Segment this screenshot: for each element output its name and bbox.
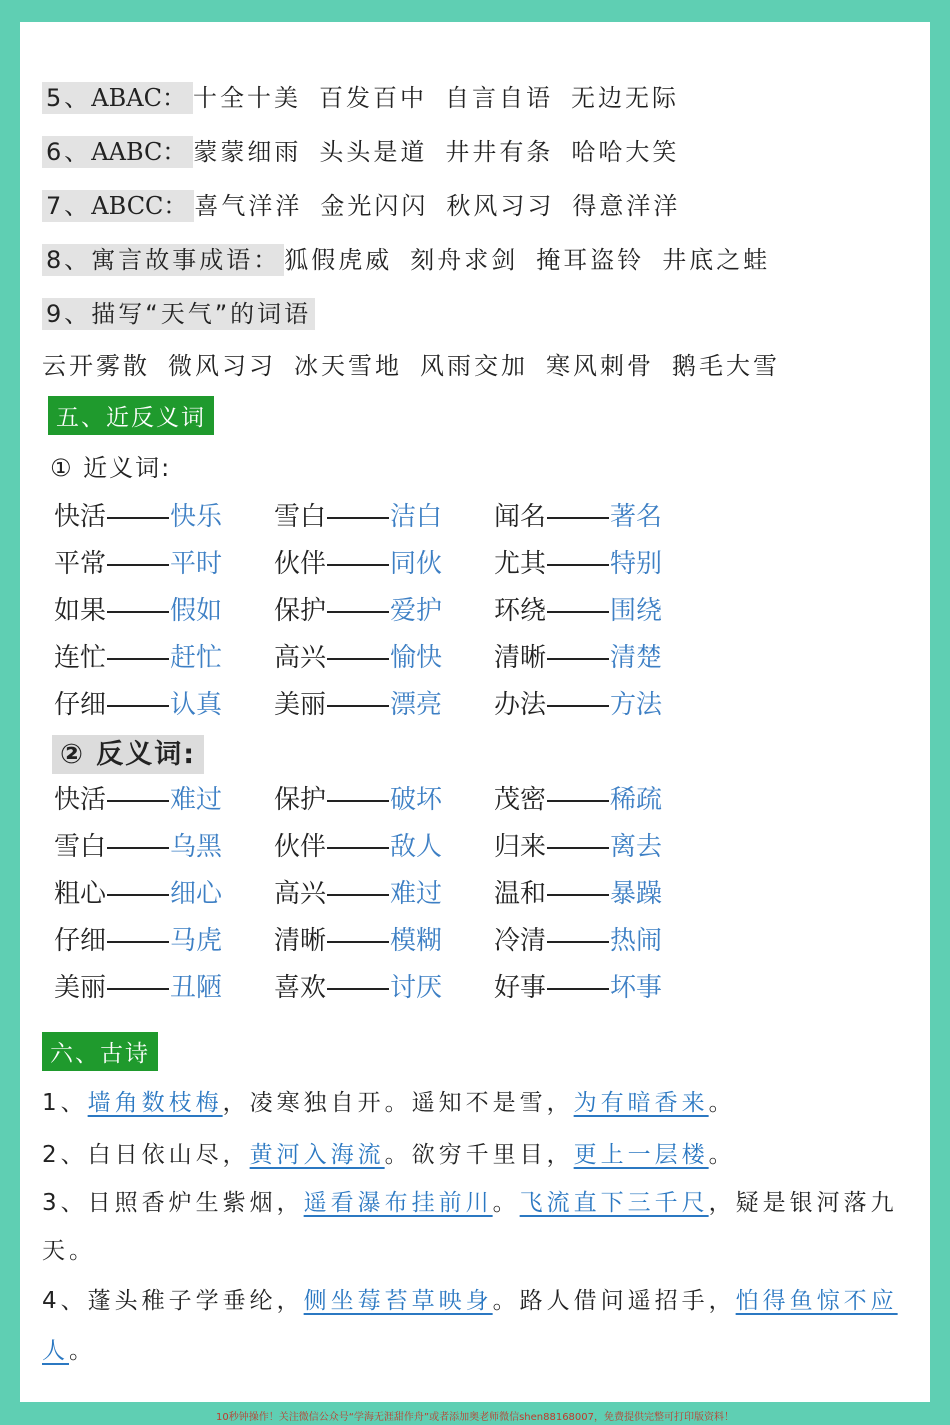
idiom-label: 5、ABAC： — [42, 82, 193, 114]
answer-word: 难过 — [170, 785, 223, 815]
synonym-pair — [274, 590, 442, 627]
answer-word: 马虎 — [170, 926, 223, 956]
poem-4-cont: 人。 — [42, 1338, 96, 1364]
dash — [547, 658, 609, 660]
answer-word: 破坏 — [390, 785, 443, 815]
weather-item: 寒风刺骨 — [546, 352, 654, 380]
antonym-pair — [54, 779, 222, 816]
word: 办法 — [494, 690, 547, 720]
answer-word: 坏事 — [610, 973, 663, 1003]
answer-word: 愉快 — [390, 643, 443, 673]
dash — [547, 611, 609, 613]
poem-3-cont: 天。 — [42, 1238, 96, 1264]
answer-word: 爱护 — [390, 596, 443, 626]
antonym-pair — [494, 873, 662, 910]
dash — [327, 847, 389, 849]
poem-1: 1、墙角数枝梅，凌寒独自开。遥知不是雪，为有暗香来。 — [42, 1090, 736, 1116]
dash — [107, 517, 169, 519]
idiom-item: 无边无际 — [570, 84, 679, 112]
answer-word: 稀疏 — [610, 785, 663, 815]
antonym-pair — [494, 967, 662, 1004]
synonym-pair — [494, 543, 662, 580]
word: 高兴 — [274, 643, 327, 673]
idiom-label: 8、寓言故事成语： — [42, 244, 284, 276]
answer-word: 细心 — [170, 879, 223, 909]
answer-word: 乌黑 — [170, 832, 223, 862]
weather-item: 冰天雪地 — [294, 352, 402, 380]
dash — [547, 800, 609, 802]
answer-word: 洁白 — [390, 502, 443, 532]
idiom-item: 蒙蒙细雨 — [193, 138, 302, 166]
answer-word: 特别 — [610, 549, 663, 579]
idiom-label: 7、ABCC： — [42, 190, 194, 222]
synonym-pair — [274, 496, 442, 533]
idiom-item: 十全十美 — [192, 84, 301, 112]
dash — [327, 705, 389, 707]
antonym-pair — [54, 920, 222, 957]
dash — [107, 894, 169, 896]
idiom-row-6 — [42, 132, 697, 167]
synonym-pair — [494, 496, 662, 533]
word: 伙伴 — [274, 549, 327, 579]
word: 冷清 — [494, 926, 547, 956]
word: 雪白 — [274, 502, 327, 532]
synonym-pair — [274, 684, 442, 721]
idiom-item: 狐假虎威 — [284, 246, 393, 274]
weather-item: 微风习习 — [168, 352, 276, 380]
idiom-item: 金光闪闪 — [320, 192, 429, 220]
weather-label: 9、描写“天气”的词语 — [42, 298, 315, 330]
word: 好事 — [494, 973, 547, 1003]
answer-word: 讨厌 — [390, 973, 443, 1003]
word: 闻名 — [494, 502, 547, 532]
document-page — [20, 22, 930, 1402]
idiom-item: 喜气洋洋 — [194, 192, 303, 220]
word: 快活 — [54, 785, 107, 815]
answer-word: 离去 — [610, 832, 663, 862]
synonym-pair — [494, 590, 662, 627]
idiom-item: 井井有条 — [445, 138, 554, 166]
dash — [107, 988, 169, 990]
synonym-pair — [274, 637, 442, 674]
answer-word: 热闹 — [610, 926, 663, 956]
antonym-heading — [52, 732, 204, 771]
word: 仔细 — [54, 690, 107, 720]
footer-note: 10秒钟操作！关注微信公众号“学海无涯甜作舟”或者添加奥老师微信shen88168007，免费提供完整可打印版资料！ — [215, 1412, 735, 1423]
weather-item: 风雨交加 — [420, 352, 528, 380]
word: 仔细 — [54, 926, 107, 956]
dash — [107, 564, 169, 566]
synonym-pair — [54, 543, 222, 580]
word: 清晰 — [274, 926, 327, 956]
weather-heading — [42, 294, 315, 329]
word: 粗心 — [54, 879, 107, 909]
answer-word: 暴躁 — [610, 879, 663, 909]
section-5-title: 五、近反义词 — [48, 396, 214, 435]
poem-4: 4、蓬头稚子学垂纶，侧坐莓苔草映身。路人借问遥招手，怕得鱼惊不应 — [42, 1288, 898, 1314]
antonym-pair — [494, 779, 662, 816]
dash — [547, 564, 609, 566]
word: 雪白 — [54, 832, 107, 862]
word: 伙伴 — [274, 832, 327, 862]
weather-row — [42, 346, 798, 381]
dash — [327, 517, 389, 519]
antonym-pair — [54, 826, 222, 863]
word: 茂密 — [494, 785, 547, 815]
antonym-pair — [274, 826, 442, 863]
answer-word: 方法 — [610, 690, 663, 720]
dash — [327, 894, 389, 896]
idiom-row-5 — [42, 78, 697, 113]
answer-word: 围绕 — [610, 596, 663, 626]
dash — [327, 800, 389, 802]
dash — [547, 705, 609, 707]
dash — [547, 988, 609, 990]
dash — [547, 894, 609, 896]
antonym-title: ② 反义词: — [52, 735, 204, 774]
dash — [107, 800, 169, 802]
idiom-item: 头头是道 — [319, 138, 428, 166]
synonym-pair — [54, 637, 222, 674]
word: 环绕 — [494, 596, 547, 626]
idiom-item: 百发百中 — [318, 84, 427, 112]
answer-word: 丑陋 — [170, 973, 223, 1003]
word: 高兴 — [274, 879, 327, 909]
weather-item: 鹅毛大雪 — [672, 352, 780, 380]
idiom-item: 自言自语 — [444, 84, 553, 112]
dash — [327, 658, 389, 660]
antonym-pair — [494, 920, 662, 957]
word: 平常 — [54, 549, 107, 579]
dash — [107, 705, 169, 707]
dash — [107, 847, 169, 849]
antonym-pair — [274, 920, 442, 957]
dash — [107, 611, 169, 613]
idiom-item: 秋风习习 — [446, 192, 555, 220]
antonym-pair — [274, 967, 442, 1004]
word: 尤其 — [494, 549, 547, 579]
section-6-title: 六、古诗 — [42, 1032, 158, 1071]
poem-2: 2、白日依山尽，黄河入海流。欲穷千里目，更上一层楼。 — [42, 1142, 736, 1168]
synonym-pair — [494, 684, 662, 721]
answer-word: 清楚 — [610, 643, 663, 673]
dash — [327, 611, 389, 613]
idiom-label: 6、AABC： — [42, 136, 193, 168]
weather-item: 云开雾散 — [42, 352, 150, 380]
word: 喜欢 — [274, 973, 327, 1003]
dash — [327, 941, 389, 943]
answer-word: 快乐 — [170, 502, 223, 532]
dash — [107, 941, 169, 943]
answer-word: 著名 — [610, 502, 663, 532]
word: 快活 — [54, 502, 107, 532]
answer-word: 漂亮 — [390, 690, 443, 720]
synonym-title: ① 近义词: — [50, 454, 172, 482]
word: 如果 — [54, 596, 107, 626]
answer-word: 模糊 — [390, 926, 443, 956]
synonym-pair — [54, 496, 222, 533]
antonym-pair — [274, 779, 442, 816]
synonym-pair — [54, 684, 222, 721]
antonym-pair — [494, 826, 662, 863]
idiom-item: 哈哈大笑 — [571, 138, 680, 166]
synonym-pair — [274, 543, 442, 580]
dash — [327, 988, 389, 990]
dash — [547, 847, 609, 849]
word: 连忙 — [54, 643, 107, 673]
dash — [547, 517, 609, 519]
antonym-pair — [54, 967, 222, 1004]
word: 温和 — [494, 879, 547, 909]
answer-word: 平时 — [170, 549, 223, 579]
answer-word: 敌人 — [390, 832, 443, 862]
answer-word: 赶忙 — [170, 643, 223, 673]
poem-3: 3、日照香炉生紫烟，遥看瀑布挂前川。飞流直下三千尺，疑是银河落九 — [42, 1190, 898, 1216]
word: 清晰 — [494, 643, 547, 673]
idiom-row-7 — [42, 186, 698, 221]
idiom-item: 掩耳盗铃 — [536, 246, 645, 274]
word: 保护 — [274, 596, 327, 626]
answer-word: 假如 — [170, 596, 223, 626]
answer-word: 认真 — [170, 690, 223, 720]
dash — [547, 941, 609, 943]
synonym-pair — [54, 590, 222, 627]
word: 归来 — [494, 832, 547, 862]
dash — [107, 658, 169, 660]
word: 保护 — [274, 785, 327, 815]
idiom-item: 刻舟求剑 — [410, 246, 519, 274]
antonym-pair — [274, 873, 442, 910]
idiom-item: 井底之蛙 — [662, 246, 771, 274]
answer-word: 同伙 — [390, 549, 443, 579]
idiom-row-8 — [42, 240, 788, 275]
word: 美丽 — [54, 973, 107, 1003]
word: 美丽 — [274, 690, 327, 720]
synonym-pair — [494, 637, 662, 674]
answer-word: 难过 — [390, 879, 443, 909]
antonym-pair — [54, 873, 222, 910]
idiom-item: 得意洋洋 — [572, 192, 681, 220]
dash — [327, 564, 389, 566]
